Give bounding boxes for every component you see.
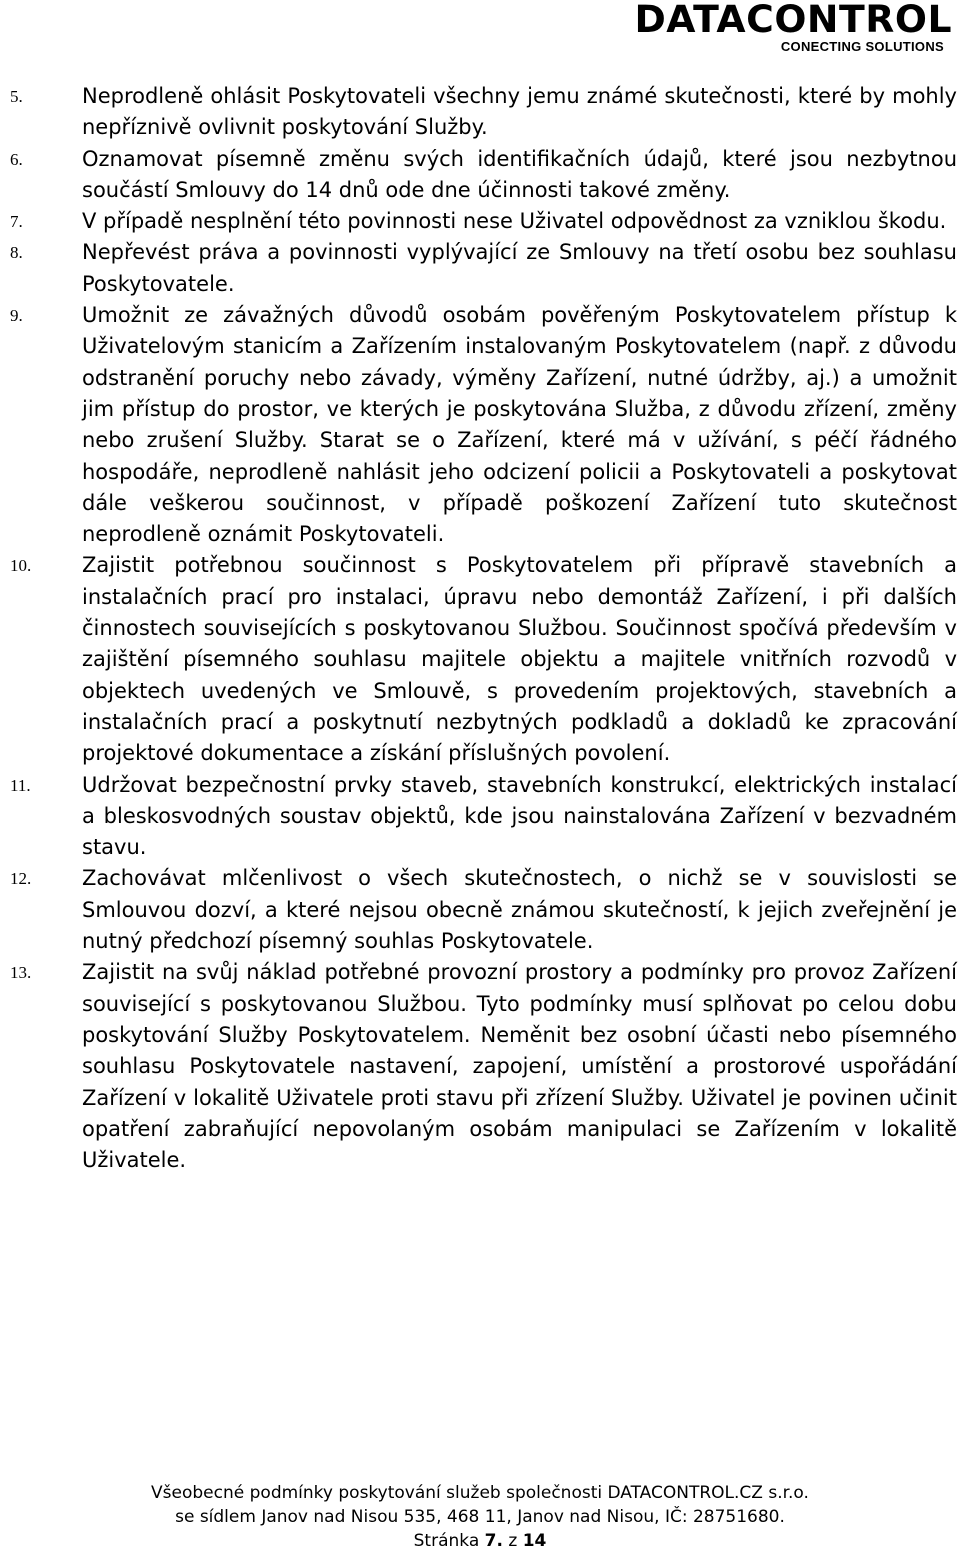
logo-tagline: CONECTING SOLUTIONS bbox=[780, 39, 944, 54]
item-number: 10. bbox=[10, 556, 32, 576]
page-number bbox=[0, 1529, 960, 1553]
list-item bbox=[0, 957, 960, 1176]
item-number: 8. bbox=[10, 243, 23, 263]
list-item bbox=[0, 144, 960, 207]
item-text: Oznamovat písemně změnu svých identifikačních údajů, které jsou nezbytnou součástí Smlouvy do 14 dnů ode dne účinnosti takové změny. bbox=[82, 146, 957, 202]
item-text: Zachovávat mlčenlivost o všech skutečnostech, o nichž se v souvislosti se Smlouvou dozví, a které nejsou obecně známou skutečností, k jejich zveřejnění je nutný předchozí písemný souhlas Poskytovatele. bbox=[82, 866, 957, 954]
company-logo bbox=[562, 0, 952, 53]
item-number: 5. bbox=[10, 87, 23, 106]
item-text: Udržovat bezpečnostní prvky staveb, stavebních konstrukcí, elektrických instalací a bleskosvodných soustav objektů, kde jsou nainstalována Zařízení v bezvadném stavu. bbox=[82, 772, 957, 860]
footer-address: se sídlem Janov nad Nisou 535, 468 11, Janov nad Nisou, IČ: 28751680. bbox=[175, 1507, 785, 1527]
list-item bbox=[0, 206, 960, 237]
item-text: Zajistit potřebnou součinnost s Poskytovatelem při přípravě stavebních a instalačních prací pro instalaci, úpravu nebo demontáž Zařízení, i při dalších činnostech souvisejících s poskytovanou Službou. Součinnost spočívá především v zajištění písemného souhlasu majitele objektu a majitele vnitřních rozvodů v objektech uvedených ve Smlouvě, s provedením projektových, stavebních a instalačních prací a poskytnutí nezbytných podkladů a dokladů ke zpracování projektové dokumentace a získání příslušných povolení. bbox=[82, 553, 957, 766]
item-number: 6. bbox=[10, 149, 23, 169]
list-item bbox=[0, 550, 960, 769]
item-text: V případě nesplnění této povinnosti nese Uživatel odpovědnost za vzniklou škodu. bbox=[82, 209, 947, 234]
item-text: Zajistit na svůj náklad potřebné provozní prostory a podmínky pro provoz Zařízení související s poskytovanou Službou. Tyto podmínky musí splňovat po celou dobu poskytování Služby Poskytovatelem. Neměnit bez osobní účasti nebo písemného souhlasu Poskytovatele nastavení, zapojení, umístění a prostorové uspořádání Zařízení v lokalitě Uživatele proti stavu při zřízení Služby. Uživatel je povinen učinit opatření zabraňující nepovolaným osobám manipulaci se Zařízením v lokalitě Uživatele. bbox=[82, 960, 957, 1173]
item-number: 11. bbox=[10, 775, 31, 795]
obligations-list bbox=[0, 81, 960, 1176]
list-item bbox=[0, 770, 960, 864]
page-total: 14 bbox=[522, 1531, 547, 1551]
item-number: 12. bbox=[10, 869, 32, 889]
page-separator: z bbox=[502, 1531, 523, 1551]
logo-wordmark: DATACONTROL bbox=[634, 0, 952, 41]
page-current: 7. bbox=[484, 1531, 503, 1551]
page-prefix: Stránka bbox=[413, 1531, 485, 1551]
item-number: 7. bbox=[10, 212, 23, 232]
item-text: Umožnit ze závažných důvodů osobám pověřeným Poskytovatelem přístup k Uživatelovým stanicím a Zařízením instalovaným Poskytovatelem (např. z důvodu odstranění poruchy nebo závady, výměny Zařízení, nutné údržby, aj.) a umožnit jim přístup do prostor, ve kterých je poskytována Služba, z důvodu zřízení, změny nebo zrušení Služby. Starat se o Zařízení, které má v užívání, s péčí řádného hospodáře, neprodleně nahlásit jeho odcizení policii a Poskytovateli a poskytovat dále veškerou součinnost, v případě poškození Zařízení tuto skutečnost neprodleně oznámit Poskytovateli. bbox=[82, 303, 957, 547]
footer-title: Všeobecné podmínky poskytování služeb společnosti DATACONTROL.CZ s.r.o. bbox=[151, 1483, 809, 1503]
page-footer bbox=[0, 1481, 960, 1553]
list-item bbox=[0, 300, 960, 550]
item-text: Nepřevést práva a povinnosti vyplývající ze Smlouvy na třetí osobu bez souhlasu Poskytovatele. bbox=[82, 240, 957, 296]
item-text: Neprodleně ohlásit Poskytovateli všechny jemu známé skutečnosti, které by mohly nepříznivě ovlivnit poskytování Služby. bbox=[82, 84, 957, 140]
list-item bbox=[0, 863, 960, 957]
list-item bbox=[0, 81, 960, 144]
list-item bbox=[0, 237, 960, 300]
item-number: 9. bbox=[10, 306, 23, 326]
item-number: 13. bbox=[10, 963, 32, 983]
